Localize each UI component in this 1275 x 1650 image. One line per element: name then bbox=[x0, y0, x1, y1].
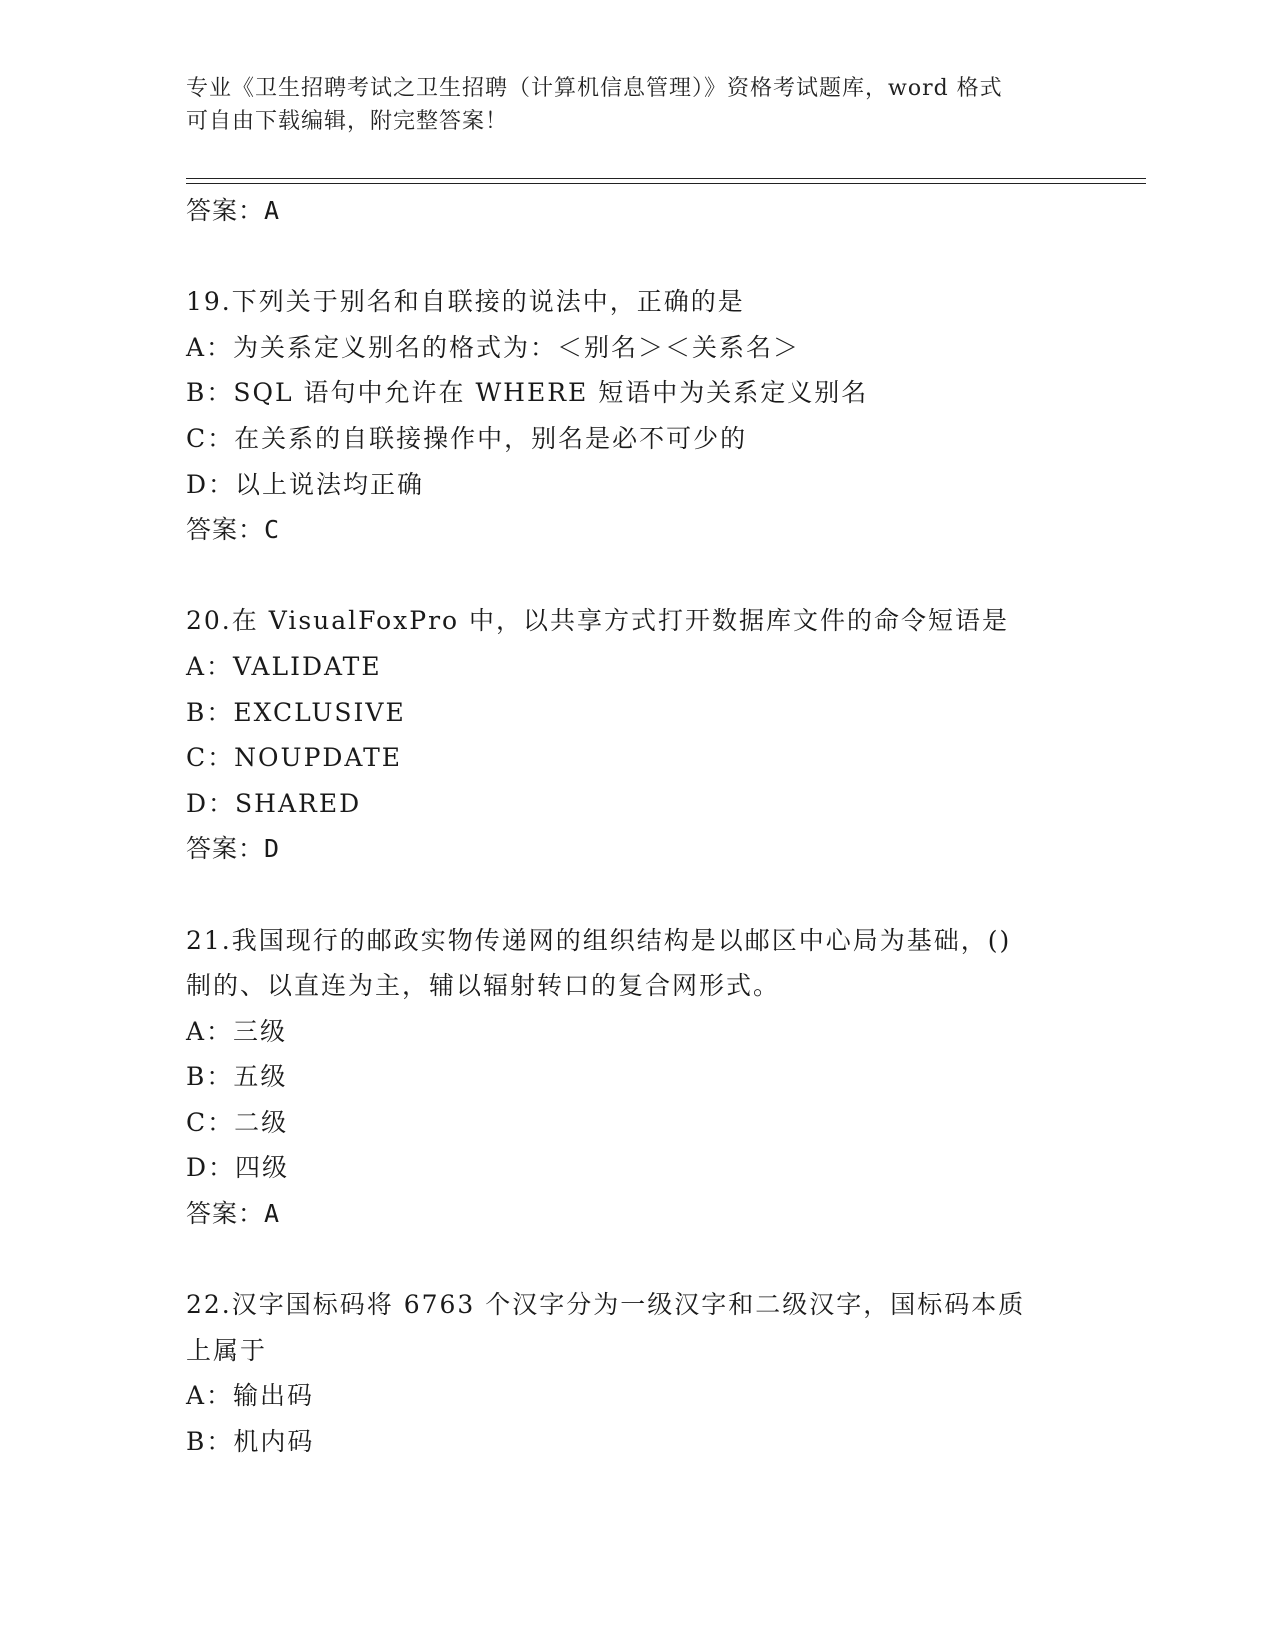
spacer bbox=[186, 553, 1086, 599]
option-d: D：四级 bbox=[186, 1153, 290, 1183]
header-line-2: 可自由下载编辑，附完整答案！ bbox=[186, 109, 509, 134]
question-stem-continued: 上属于 bbox=[186, 1335, 268, 1365]
option-a: A：为关系定义别名的格式为：＜别名＞＜关系名＞ bbox=[186, 332, 801, 362]
question-list bbox=[186, 188, 1086, 1465]
option-a: A：三级 bbox=[186, 1016, 288, 1046]
option-b: B：五级 bbox=[186, 1062, 288, 1092]
header-divider-top bbox=[186, 178, 1146, 179]
option-c: C：二级 bbox=[186, 1107, 289, 1137]
option-c: C：NOUPDATE bbox=[186, 743, 403, 773]
spacer bbox=[186, 234, 1086, 280]
option-b: B：机内码 bbox=[186, 1427, 315, 1457]
document-header bbox=[186, 72, 1086, 138]
spacer bbox=[186, 872, 1086, 918]
question-stem: 21.我国现行的邮政实物传递网的组织结构是以邮区中心局为基础，() bbox=[186, 925, 1012, 955]
question-stem-continued: 制的、以直连为主，辅以辐射转口的复合网形式。 bbox=[186, 971, 781, 1001]
question-block bbox=[186, 1282, 1086, 1464]
option-a: A：VALIDATE bbox=[186, 651, 382, 681]
header-line-1: 专业《卫生招聘考试之卫生招聘（计算机信息管理）》资格考试题库，word 格式 bbox=[186, 76, 1003, 101]
question-stem: 20.在 VisualFoxPro 中，以共享方式打开数据库文件的命令短语是 bbox=[186, 606, 1010, 636]
option-a: A：输出码 bbox=[186, 1381, 315, 1411]
option-c: C：在关系的自联接操作中，别名是必不可少的 bbox=[186, 423, 748, 453]
option-b: B：SQL 语句中允许在 WHERE 短语中为关系定义别名 bbox=[186, 378, 869, 408]
option-d: D：SHARED bbox=[186, 788, 362, 818]
answer-line: 答案：A bbox=[186, 196, 281, 225]
question-block bbox=[186, 279, 1086, 553]
answer-line: 答案：D bbox=[186, 834, 281, 864]
question-block bbox=[186, 918, 1086, 1237]
question-stem: 19.下列关于别名和自联接的说法中，正确的是 bbox=[186, 287, 745, 317]
option-d: D：以上说法均正确 bbox=[186, 469, 425, 499]
question-stem: 22.汉字国标码将 6763 个汉字分为一级汉字和二级汉字，国标码本质 bbox=[186, 1290, 1026, 1320]
answer-line: 答案：C bbox=[186, 515, 281, 545]
spacer bbox=[186, 1237, 1086, 1283]
option-b: B：EXCLUSIVE bbox=[186, 697, 406, 727]
header-divider-bottom bbox=[186, 183, 1146, 184]
answer-line: 答案：A bbox=[186, 1199, 281, 1229]
question-block bbox=[186, 598, 1086, 872]
